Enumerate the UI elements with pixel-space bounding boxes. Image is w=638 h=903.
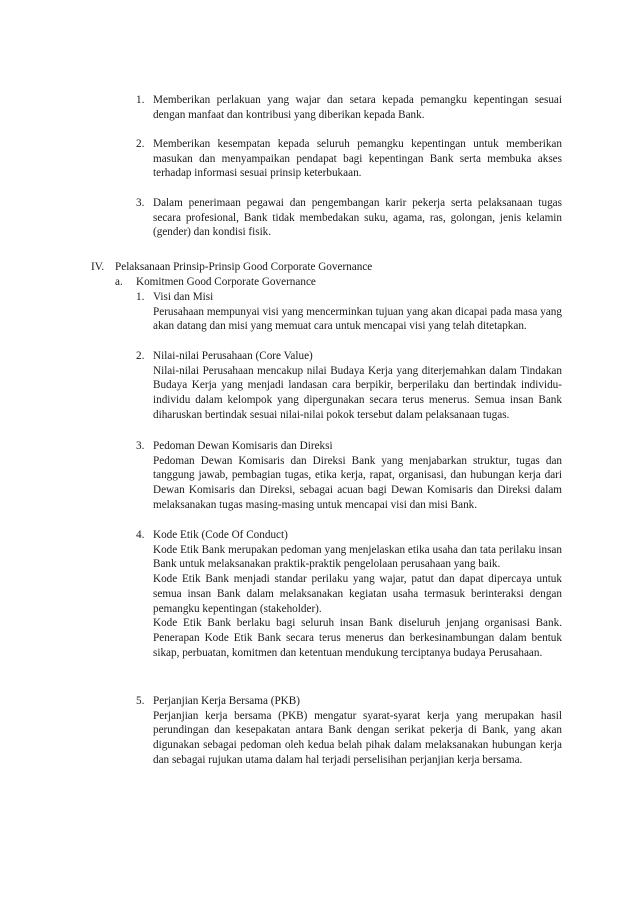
section-title: Pelaksanaan Prinsip-Prinsip Good Corporate Governance	[115, 261, 373, 273]
subsection-letter: a.	[115, 276, 123, 288]
list-item-top-1	[136, 93, 562, 122]
item-heading: Pedoman Dewan Komisaris dan Direksi	[153, 440, 333, 452]
gcg-item-pedoman	[136, 439, 562, 513]
item-number: 1.	[136, 291, 145, 303]
item-paragraph: Pedoman Dewan Komisaris dan Direksi Bank yang menjabarkan struktur, tugas dan tanggung jawab, pembagian tugas, etika kerja, rapat, organisasi, dan hubungan kerja dari Dewan Komisaris dan Direksi, sebagai acuan bagi Dewan Komisaris dan Direksi dalam melaksanakan tugas masing-masing untuk mencapai visi dan misi Bank.	[153, 454, 562, 511]
subsection-title: Komitmen Good Corporate Governance	[136, 276, 316, 288]
gcg-item-pkb	[136, 694, 562, 768]
section-number: IV.	[91, 261, 105, 273]
list-number: 1.	[136, 94, 145, 106]
item-heading: Perjanjian Kerja Bersama (PKB)	[153, 695, 300, 707]
list-item-top-3	[136, 196, 562, 240]
gcg-item-core-value	[136, 349, 562, 423]
item-paragraph: Perjanjian kerja bersama (PKB) mengatur syarat-syarat kerja yang merupakan hasil perundingan dan kesepakatan antara Bank dengan serikat pekerja di Bank, yang akan digunakan sebagai pedoman oleh kedua belah pihak dalam melaksanakan hubungan kerja dan sebagai rujukan utama dalam hal terjadi perselisihan perjanjian kerja bersama.	[153, 709, 562, 766]
item-paragraph: Kode Etik Bank berlaku bagi seluruh insan Bank diseluruh jenjang organisasi Bank. Penerapan Kode Etik Bank secara terus menerus dan berkesinambungan dalam bentuk sikap, perbuatan, komitmen dan ketentuan mendukung terciptanya budaya Perusahaan.	[153, 617, 562, 659]
list-text: Dalam penerimaan pegawai dan pengembangan karir pekerja serta pelaksanaan tugas secara profesional, Bank tidak membedakan suku, agama, ras, golongan, jenis kelamin (gender) dan kondisi fisik.	[153, 197, 562, 239]
item-paragraph: Perusahaan mempunyai visi yang mencerminkan tujuan yang akan dicapai pada masa yang akan datang dan misi yang memuat cara untuk mencapai visi yang telah ditetapkan.	[153, 305, 562, 333]
item-heading: Nilai-nilai Perusahaan (Core Value)	[153, 350, 313, 362]
section-heading-iv	[91, 260, 562, 275]
list-item-top-2	[136, 137, 562, 181]
item-number: 4.	[136, 529, 145, 541]
item-number: 3.	[136, 440, 145, 452]
list-text: Memberikan perlakuan yang wajar dan setara kepada pemangku kepentingan sesuai dengan manfaat dan kontribusi yang diberikan kepada Bank.	[153, 94, 562, 121]
list-number: 3.	[136, 197, 145, 209]
gcg-item-visi-misi	[136, 290, 562, 334]
gcg-item-kode-etik	[136, 528, 562, 660]
item-number: 5.	[136, 695, 145, 707]
item-paragraph: Nilai-nilai Perusahaan mencakup nilai Budaya Kerja yang diterjemahkan dalam Tindakan Budaya Kerja yang menjadi landasan cara berpikir, berperilaku dan bertindak individu-individu dalam kelompok yang dipergunakan secara terus menerus. Semua insan Bank diharuskan bertindak sesuai nilai-nilai pokok tersebut dalam pelaksanaan tugas.	[153, 364, 562, 421]
item-heading: Kode Etik (Code Of Conduct)	[153, 529, 288, 541]
list-text: Memberikan kesempatan kepada seluruh pemangku kepentingan untuk memberikan masukan dan menyampaikan pendapat bagi kepentingan Bank serta membuka akses terhadap informasi sesuai prinsip keterbukaan.	[153, 138, 562, 180]
list-number: 2.	[136, 138, 145, 150]
item-number: 2.	[136, 350, 145, 362]
item-paragraph: Kode Etik Bank merupakan pedoman yang menjelaskan etika usaha dan tata perilaku insan Bank untuk melaksanakan praktik-praktik pengelolaan perusahaan yang baik.	[153, 543, 562, 571]
item-heading: Visi dan Misi	[153, 291, 214, 303]
subsection-heading-a	[115, 275, 562, 290]
item-paragraph: Kode Etik Bank menjadi standar perilaku yang wajar, patut dan dapat dipercaya untuk semua insan Bank dalam melaksanakan kegiatan usaha termasuk berinteraksi dengan pemangku kepentingan (stakeholder).	[153, 573, 562, 615]
